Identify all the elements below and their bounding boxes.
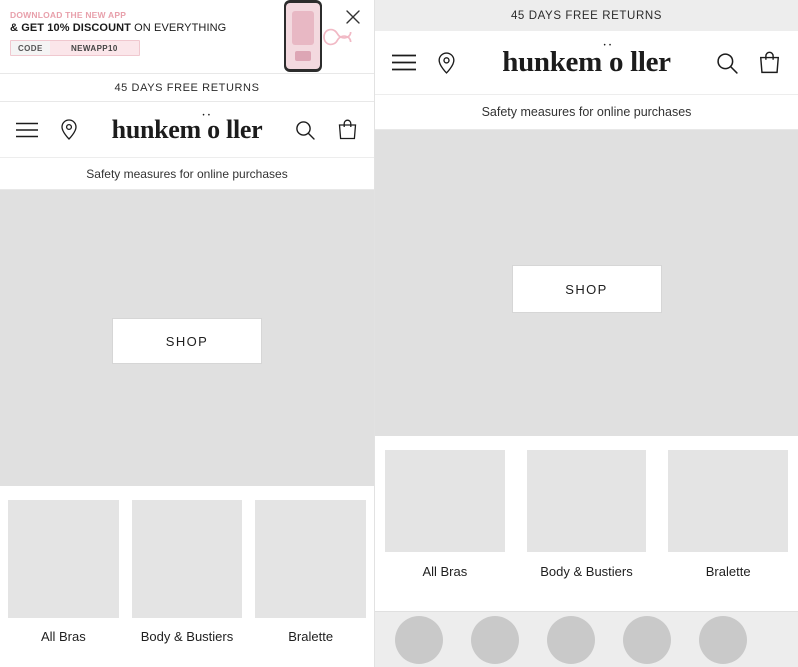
circle-category-strip[interactable]	[375, 612, 798, 667]
site-logo-umlaut-letter: o	[207, 114, 220, 144]
category-thumbnail	[527, 450, 647, 552]
category-thumbnail	[8, 500, 119, 618]
promo-subheadline	[10, 22, 226, 34]
category-thumbnail	[668, 450, 788, 552]
left-mobile-viewport	[0, 0, 375, 667]
category-thumbnail	[385, 450, 505, 552]
safety-measures-bar[interactable]: Safety measures for online purchases	[0, 158, 374, 190]
category-label: Bralette	[705, 564, 751, 579]
category-row	[0, 486, 374, 644]
promo-code-row[interactable]	[10, 40, 140, 56]
category-label: All Bras	[40, 629, 86, 644]
category-row	[375, 436, 798, 579]
search-icon-glyph	[716, 52, 738, 74]
category-card[interactable]	[527, 450, 647, 579]
hero-shop-button[interactable]: SHOP	[112, 318, 262, 364]
category-card[interactable]	[385, 450, 505, 579]
site-logo-part-2: ller	[226, 114, 263, 144]
site-header	[0, 102, 374, 158]
site-logo-part-1: hunkem	[502, 46, 602, 78]
shopping-bag-icon[interactable]	[756, 50, 782, 76]
hamburger-menu-icon[interactable]	[391, 50, 417, 76]
promo-code-value[interactable]: NEWAPP10	[50, 41, 139, 55]
shopping-bag-icon-glyph	[338, 119, 357, 140]
store-locator-pin-icon-glyph	[438, 52, 455, 74]
site-logo-part-1: hunkem	[111, 114, 201, 144]
site-logo-text	[502, 40, 671, 79]
category-label: Bralette	[288, 629, 334, 644]
header-right-icons	[714, 50, 782, 76]
category-label: Body & Bustiers	[140, 629, 234, 644]
close-icon[interactable]	[342, 6, 364, 28]
category-card[interactable]	[8, 500, 119, 644]
circle-category-item[interactable]	[471, 616, 519, 664]
right-mobile-viewport	[375, 0, 798, 667]
circle-category-item[interactable]	[547, 616, 595, 664]
category-thumbnail	[132, 500, 243, 618]
shopping-bag-icon-glyph	[759, 51, 780, 74]
category-label: Body & Bustiers	[540, 564, 633, 579]
app-download-promo-banner[interactable]	[0, 0, 374, 74]
close-icon-glyph	[345, 9, 361, 25]
site-logo-text	[111, 109, 263, 145]
store-locator-pin-icon[interactable]	[433, 50, 459, 76]
search-icon-glyph	[295, 120, 315, 140]
circle-category-item[interactable]	[623, 616, 671, 664]
free-returns-bar: 45 DAYS FREE RETURNS	[0, 74, 374, 102]
promo-text-block	[10, 10, 226, 56]
header-right-icons	[292, 117, 360, 143]
site-logo-umlaut-icon: ··	[201, 109, 213, 121]
search-icon[interactable]	[714, 50, 740, 76]
hamburger-menu-icon-glyph	[16, 122, 38, 138]
hamburger-menu-icon[interactable]	[14, 117, 40, 143]
hamburger-menu-icon-glyph	[392, 54, 416, 71]
site-logo[interactable]	[82, 109, 292, 145]
promo-discount-bold: & GET 10% DISCOUNT	[10, 22, 131, 34]
site-logo-part-2: ller	[630, 46, 671, 78]
store-locator-pin-icon-glyph	[61, 119, 77, 140]
promo-discount-light: ON EVERYTHING	[131, 22, 227, 34]
promo-headline: DOWNLOAD THE NEW APP	[10, 10, 127, 20]
site-logo-umlaut-icon: ··	[602, 40, 614, 51]
category-card[interactable]	[255, 500, 366, 644]
store-locator-pin-icon[interactable]	[56, 117, 82, 143]
circle-category-item[interactable]	[699, 616, 747, 664]
phone-mockup-image	[284, 0, 322, 72]
header-left-icons	[391, 50, 459, 76]
category-card[interactable]	[132, 500, 243, 644]
site-logo[interactable]	[459, 40, 714, 79]
promo-code-label: CODE	[11, 41, 50, 55]
free-returns-bar: 45 DAYS FREE RETURNS	[375, 0, 798, 31]
site-logo-umlaut-letter: o	[608, 46, 624, 78]
hero-banner[interactable]	[0, 190, 374, 486]
category-thumbnail	[255, 500, 366, 618]
hero-banner[interactable]	[375, 130, 798, 436]
category-label: All Bras	[422, 564, 468, 579]
search-icon[interactable]	[292, 117, 318, 143]
category-card[interactable]	[668, 450, 788, 579]
circle-category-item[interactable]	[395, 616, 443, 664]
header-left-icons	[14, 117, 82, 143]
shopping-bag-icon[interactable]	[334, 117, 360, 143]
hero-shop-button[interactable]: SHOP	[512, 265, 662, 313]
site-header	[375, 31, 798, 95]
safety-measures-bar[interactable]: Safety measures for online purchases	[375, 95, 798, 130]
